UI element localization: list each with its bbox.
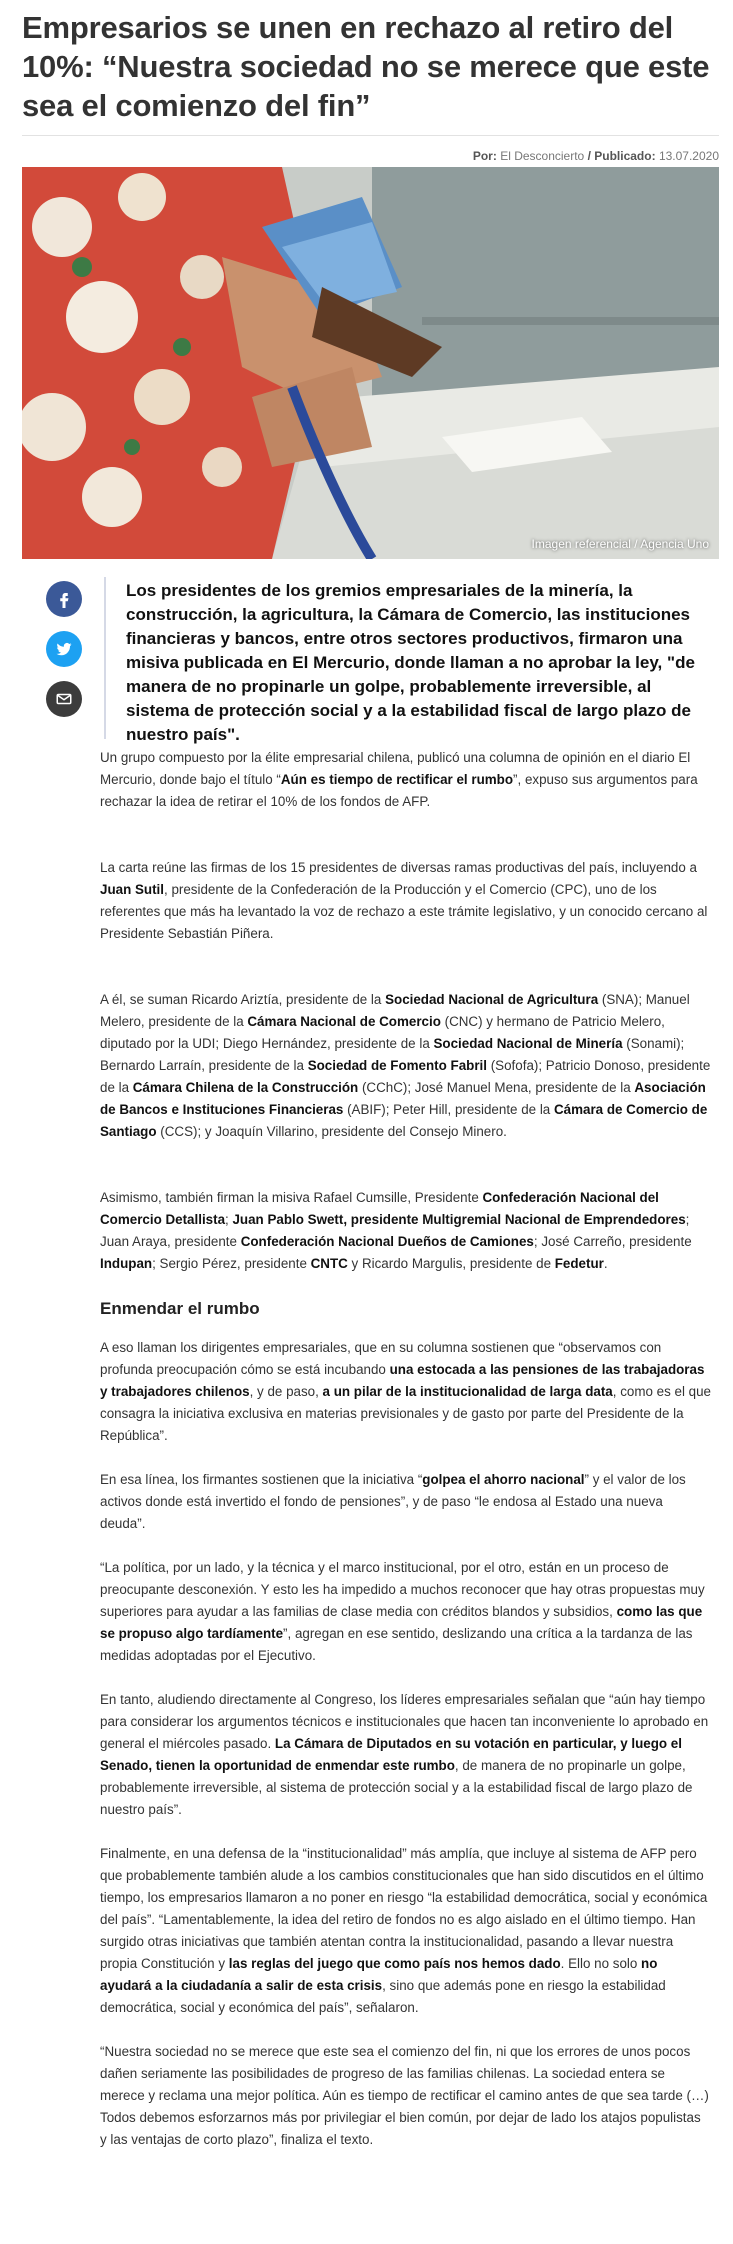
share-email-button[interactable] bbox=[46, 681, 82, 717]
paragraph-2: La carta reúne las firmas de los 15 presidentes de diversas ramas productivas del país, incluyendo a Juan Sutil, presidente de la Confederación de la Producción y el Comercio (CPC), uno de los referentes que más ha levantado la voz de rechazo a este trámite legislativo, y un conocido cercano al Presidente Sebastián Piñera. bbox=[100, 860, 708, 941]
article-body bbox=[0, 747, 733, 2151]
image-caption: Imagen referencial / Agencia Uno bbox=[531, 537, 709, 551]
byline-row bbox=[22, 135, 719, 167]
paragraph-4: Asimismo, también firman la misiva Rafael Cumsille, Presidente Confederación Nacional del Comercio Detallista; Juan Pablo Swett, presidente Multigremial Nacional de Emprendedores; Juan Araya, presidente Confederación Nacional Dueños de Camiones; José Carreño, presidente Indupan; Sergio Pérez, presidente CNTC y Ricardo Margulis, presidente de Fedetur. bbox=[100, 1190, 692, 1271]
author-label: Por: bbox=[472, 149, 497, 163]
hero-image bbox=[22, 167, 719, 559]
article-title: Empresarios se unen en rechazo al retiro del 10%: “Nuestra sociedad no se merece que este sea el comienzo del fin” bbox=[22, 10, 710, 123]
byline: Por: El Desconcierto / Publicado: 13.07.2020 bbox=[472, 149, 719, 163]
paragraph-9: Finalmente, en una defensa de la “institucionalidad” más amplía, que incluye al sistema de AFP pero que probablemente también alude a los cambios constitucionales que han sido discutidos en el último tiempo, los empresarios llamaron a no poner en riesgo “la estabilidad democrática, social y económica del país”. “Lamentablemente, la idea del retiro de fondos no es algo aislado en el último tiempo. Han surgido otras iniciativas que también atentan contra la institucionalidad, pasando a llevar nuestra propia Constitución y las reglas del juego que como país nos hemos dado. Ello no solo no ayudará a la ciudadanía a salir de esta crisis, sino que además pone en riesgo la estabilidad democrática, social y económica del país”, señalaron. bbox=[100, 1846, 708, 2015]
paragraph-7: “La política, por un lado, y la técnica y el marco institucional, por el otro, están en un proceso de preocupante desconexión. Y esto les ha impedido a muchos reconocer que hay otras propuestas muy superiores para ayudar a las familias de clase media con créditos blandos y subsidios, como las que se propuso algo tardíamente”, agregan en ese sentido, deslizando una crítica a la tardanza de las medidas adoptadas por el Ejecutivo. bbox=[100, 1560, 705, 1663]
hero-photo-illustration bbox=[22, 167, 719, 559]
paragraph-5: A eso llaman los dirigentes empresariales, que en su columna sostienen que “observamos con profunda preocupación cómo se está incubando una estocada a las pensiones de las trabajadoras y trabajadores chilenos, y de paso, a un pilar de la institucionalidad de larga data, como es el que consagra la iniciativa exclusiva en materias previsionales y de gasto por parte del Presidente de la República”. bbox=[100, 1340, 712, 1443]
section-subheading: Enmendar el rumbo bbox=[100, 1299, 260, 1318]
twitter-icon bbox=[55, 640, 73, 658]
published-date: 13.07.2020 bbox=[658, 149, 719, 163]
paragraph-1: Un grupo compuesto por la élite empresarial chilena, publicó una columna de opinión en el diario El Mercurio, donde bajo el título “Aún es tiempo de rectificar el rumbo”, expuso sus argumentos para rechazar la idea de retirar el 10% de los fondos de AFP. bbox=[100, 750, 698, 809]
share-facebook-button[interactable] bbox=[46, 581, 82, 617]
paragraph-6: En esa línea, los firmantes sostienen que la iniciativa “golpea el ahorro nacional” y el valor de los activos donde está invertido el fondo de pensiones”, y de paso “le endosa al Estado una nueva deuda”. bbox=[100, 1472, 686, 1531]
author-link[interactable]: El Desconcierto bbox=[500, 149, 585, 163]
paragraph-8: En tanto, aludiendo directamente al Congreso, los líderes empresariales señalan que “aún hay tiempo para considerar los argumentos técnicos e institucionales que hacen tan inconveniente lo aprobado en general el miércoles pasado. La Cámara de Diputados en su votación en particular, y luego el Senado, tienen la oportunidad de enmendar este rumbo, de manera de no propinarle un golpe, probablemente irreversible, al sistema de protección social y a la estabilidad fiscal de largo plazo de nuestro país”. bbox=[100, 1692, 709, 1817]
paragraph-10: “Nuestra sociedad no se merece que este sea el comienzo del fin, ni que los errores de unos pocos dañen seriamente las posibilidades de progreso de las familias chilenas. La sociedad entera se merece y reclama una mejor política. Aún es tiempo de rectificar el camino antes de que sea tarde (…) Todos debemos esforzarnos más por privilegiar el bien común, por dejar de lado los atajos populistas y las ventajas de corto plazo”, finaliza el texto. bbox=[100, 2044, 709, 2147]
facebook-icon bbox=[55, 590, 73, 608]
email-icon bbox=[55, 690, 73, 708]
article-lede: Los presidentes de los gremios empresariales de la minería, la construcción, la agricultura, la Cámara de Comercio, las instituciones financieras y bancos, entre otros sectores productivos, firmaron una misiva publicada en El Mercurio, donde llaman a no aprobar la ley, "de manera de no propinarle un golpe, probablemente irreversible, al sistema de protección social y a la estabilidad fiscal de largo plazo de nuestro país". bbox=[126, 581, 695, 744]
published-label: Publicado: bbox=[594, 149, 656, 163]
share-twitter-button[interactable] bbox=[46, 631, 82, 667]
lede-rule bbox=[104, 577, 106, 739]
lede-section bbox=[0, 577, 733, 747]
paragraph-3: A él, se suman Ricardo Ariztía, presidente de la Sociedad Nacional de Agricultura (SNA); Manuel Melero, presidente de la Cámara Nacional de Comercio (CNC) y hermano de Patricio Melero, diputado por la UDI; Diego Hernández, presidente de la Sociedad Nacional de Minería (Sonami); Bernardo Larraín, presidente de la Sociedad de Fomento Fabril (Sofofa); Patricio Donoso, presidente de la Cámara Chilena de la Construcción (CChC); José Manuel Mena, presidente de la Asociación de Bancos e Instituciones Financieras (ABIF); Peter Hill, presidente de la Cámara de Comercio de Santiago (CCS); y Joaquín Villarino, presidente del Consejo Minero. bbox=[100, 992, 711, 1139]
